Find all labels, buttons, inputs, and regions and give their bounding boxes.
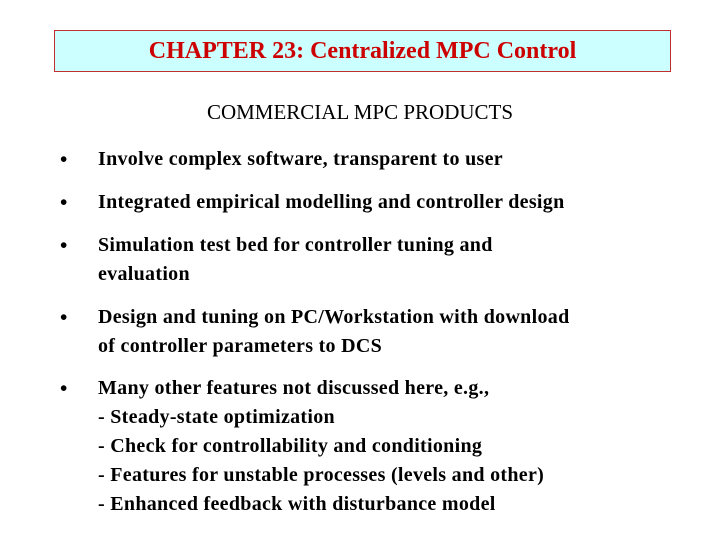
bullet-item <box>98 303 698 361</box>
bullet-line: Many other features not discussed here, e.g., <box>98 377 490 399</box>
bullet-line: - Check for controllability and conditioning <box>98 435 483 457</box>
bullet-item <box>98 374 698 519</box>
bullet-line: of controller parameters to DCS <box>98 335 383 357</box>
bullet-marker: • <box>60 233 68 257</box>
bullet-line: - Enhanced feedback with disturbance model <box>98 493 496 515</box>
bullet-marker: • <box>60 190 68 214</box>
bullet-item <box>98 231 698 289</box>
title-box <box>54 30 671 72</box>
bullet-line: Involve complex software, transparent to user <box>98 148 503 170</box>
bullet-line: - Steady-state optimization <box>98 406 335 428</box>
bullet-line: Design and tuning on PC/Workstation with download <box>98 306 570 328</box>
slide-subtitle: COMMERCIAL MPC PRODUCTS <box>206 100 514 124</box>
bullet-marker: • <box>60 305 68 329</box>
bullet-line: - Features for unstable processes (levels and other) <box>98 464 545 486</box>
bullet-item <box>98 188 698 217</box>
bullet-item <box>98 145 698 174</box>
bullet-line: Integrated empirical modelling and controller design <box>98 191 565 213</box>
slide-title: CHAPTER 23: Centralized MPC Control <box>148 37 577 64</box>
bullet-marker: • <box>60 147 68 171</box>
bullet-line: Simulation test bed for controller tuning and <box>98 234 493 256</box>
bullet-marker: • <box>60 376 68 400</box>
bullet-line: evaluation <box>98 263 190 285</box>
